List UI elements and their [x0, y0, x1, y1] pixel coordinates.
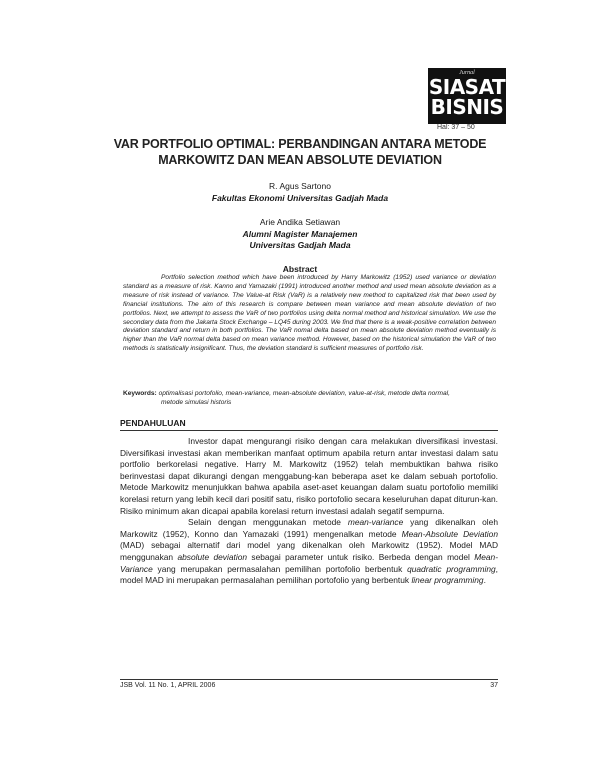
journal-logo	[428, 68, 506, 124]
body-text	[120, 436, 498, 587]
paper-title-line-1: VAR PORTFOLIO OPTIMAL: PERBANDINGAN ANTARA METODE	[113, 137, 487, 151]
keywords-text-cont: metode simulasi historis	[161, 399, 232, 406]
author-1-name: R. Agus Sartono	[269, 181, 331, 191]
section-rule	[120, 430, 498, 431]
logo-tagline: Jurnal	[459, 70, 475, 76]
author-2-name: Arie Andika Setiawan	[259, 217, 341, 227]
paragraph-2: Selain dengan menggunakan metode mean-variance yang dikenalkan oleh Markowitz (1952), Konno dan Yamazaki (1991) mengenalkan metode Mean-Absolute Deviation (MAD) sebagai alternatif dari model yang dikenalkan oleh Markowitz (1952). Model MAD menggunakan absolute deviation sebagai parameter untuk risiko. Berbeda dengan model Mean-Variance yang merupakan permasalahan pemilihan portofolio berbentuk quadratic programming, model MAD ini merupakan permasalahan pemilihan portofolio yang berbentuk linear programming.	[120, 517, 498, 586]
page-range: Hal: 37 – 50	[437, 124, 475, 131]
footer-rule	[120, 679, 498, 680]
footer-journal: JSB Vol. 11 No. 1, APRIL 2006	[120, 682, 216, 689]
footer-page-number: 37	[490, 682, 498, 689]
paper-title-line-2: MARKOWITZ DAN MEAN ABSOLUTE DEVIATION	[158, 153, 442, 167]
author-1-affiliation: Fakultas Ekonomi Universitas Gadjah Mada	[211, 193, 389, 203]
paragraph-1: Investor dapat mengurangi risiko dengan cara melakukan diversifikasi investasi. Diversifikasi investasi akan memberikan manfaat optimum apabila return antar investasi dalam satu portfolio berkorelasi negative. Harry M. Markowitz (1952) telah membuktikan bahwa risiko berinvestasi dapat dikurangi dengan menggabung-kan beberapa aset ke dalam sebuah portofolio. Metode Markowitz menunjukkan bahwa apabila aset-aset keuangan dalam suatu portofolio memiliki korelasi return yang lebih kecil dari positif satu, risiko portofolio secara keseluruhan dapat diturun-kan. Risiko minimum akan dicapai apabila korelasi return investasi adalah segatif sempurna.	[120, 436, 498, 516]
logo-line-2: BISNIS	[430, 95, 504, 119]
author-2-affiliation-2: Universitas Gadjah Mada	[249, 240, 351, 250]
keywords	[123, 389, 496, 407]
keywords-text: optimalisasi portofolio, mean-variance, mean-absolute deviation, value-at-risk, metode delta normal,	[158, 390, 450, 397]
logo-line-1: SIASAT	[428, 75, 506, 99]
author-2-affiliation-1: Alumni Magister Manajemen	[242, 229, 358, 239]
section-heading: PENDAHULUAN	[120, 418, 186, 428]
keywords-label: Keywords:	[123, 390, 157, 397]
abstract-heading: Abstract	[282, 264, 318, 274]
abstract-text: Portfolio selection method which have been introduced by Harry Markowitz (1952) used variance or deviation standard as a measure of risk. Kanno and Yamazaki (1991) introduced another method and used mean absolute deviation as a measure of risk instead of variance. The Value-at Risk (VaR) is a relatively new method to capitalized risk that been used by financial institutions. The aim of this research is compare between mean variance and mean absolute deviation of two portfolios. Next, we attempt to assess the VaR of two portfolios using delta normal method and historical simulation. We use the secondary data from the Jakarta Stock Exchange – LQ45 during 2003. We find that there is a weak-positive correlation between deviation standard and return in both portfolios. The VaR nomal delta based on mean absolute deviation method eventually is higher than the VaR normal delta based on mean variance method. However, based on the historical simulation the VaR of two methods is statistically insignificant. Thus, the deviation standard is sufficient measures of portfolio risk.	[123, 274, 497, 353]
